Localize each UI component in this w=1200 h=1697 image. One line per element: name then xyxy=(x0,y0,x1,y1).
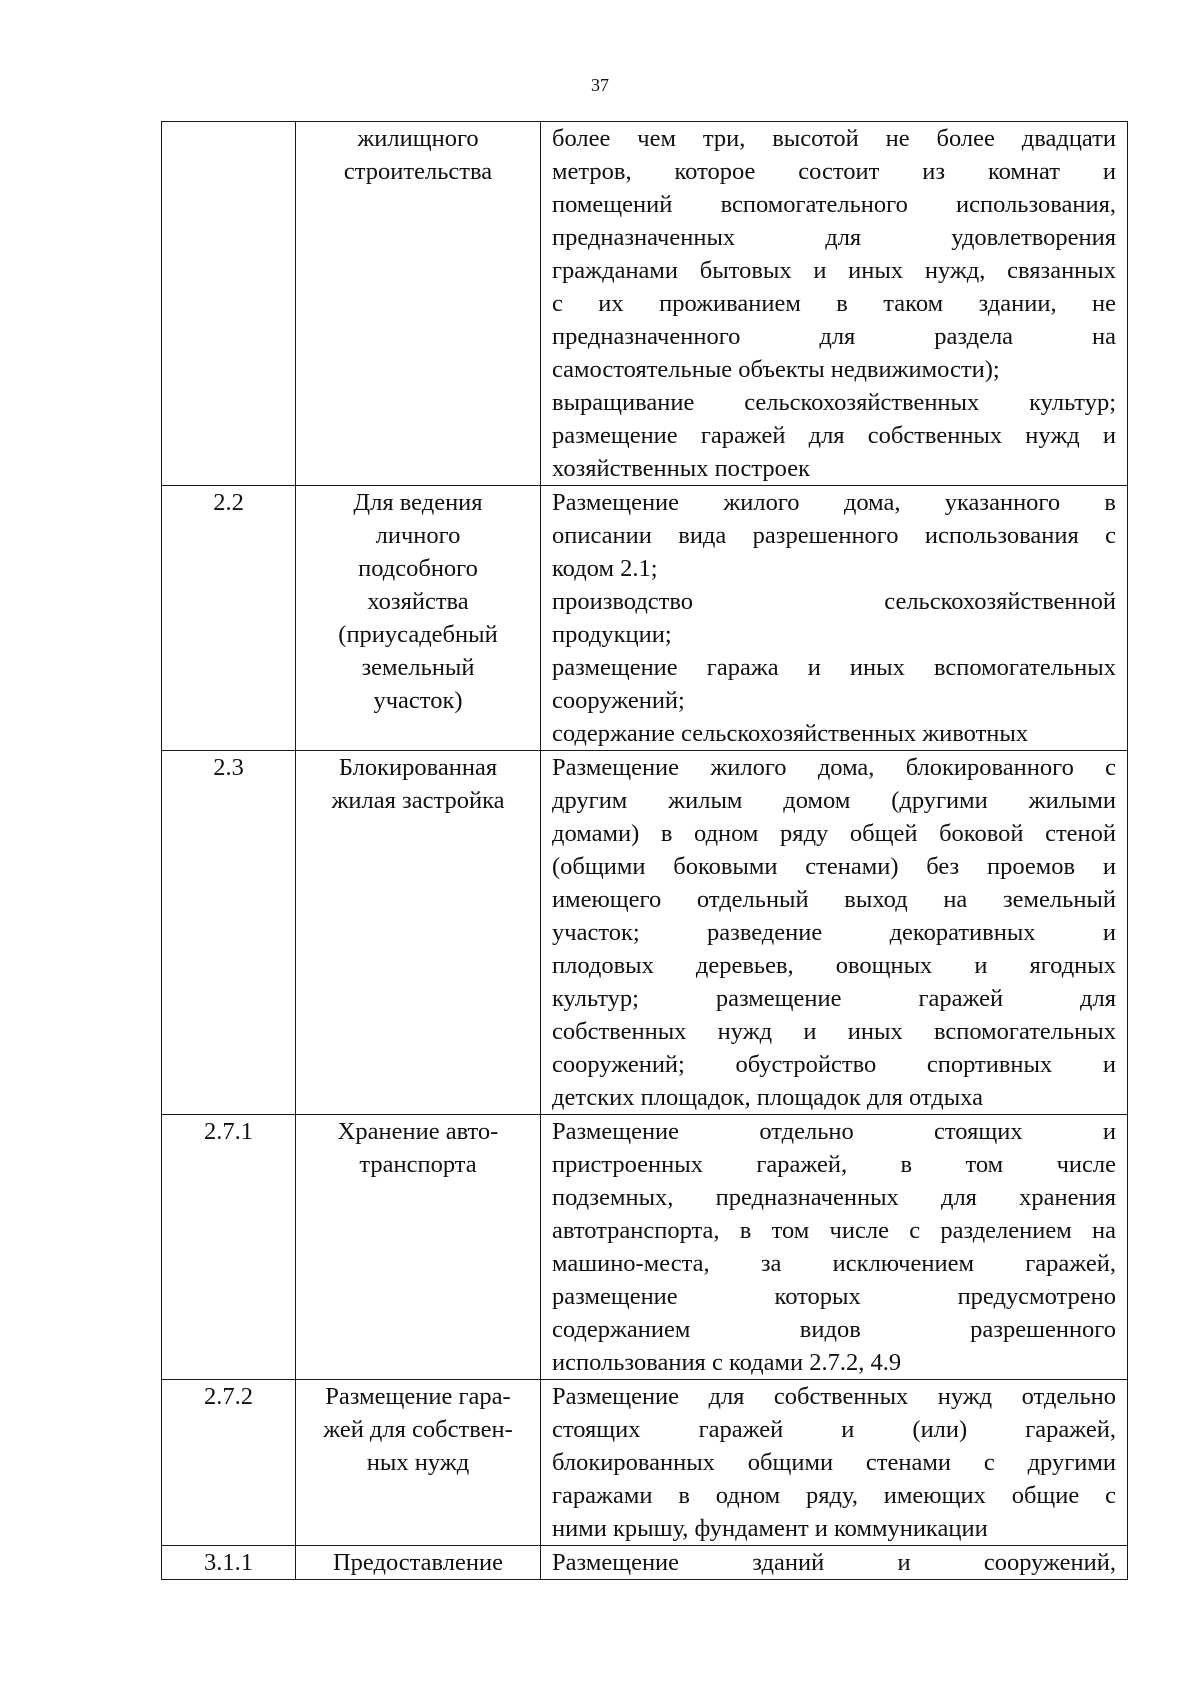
description-line: продукции; xyxy=(552,621,672,648)
description-line: использования с кодами 2.7.2, 4.9 xyxy=(552,1349,902,1376)
description-cell xyxy=(541,1115,1128,1380)
use-name-cell xyxy=(296,1115,541,1380)
use-name-line: Для ведения xyxy=(353,489,483,516)
use-name-line: Размещение гара- xyxy=(325,1383,511,1410)
description-line: пристроенных гаражей, в том числе xyxy=(552,1151,1116,1178)
description-line: подземных, предназначенных для хранения xyxy=(552,1184,1116,1211)
use-name-line: земельный xyxy=(361,654,475,681)
description-line: ними крышу, фундамент и коммуникации xyxy=(552,1515,988,1542)
table-row xyxy=(162,1380,1128,1546)
description-cell xyxy=(541,751,1128,1115)
description-line: культур; размещение гаражей для xyxy=(552,985,1116,1012)
code-cell xyxy=(162,751,296,1115)
description-line: предназначенных для удовлетворения xyxy=(552,224,1116,251)
code-text: 2.2 xyxy=(213,489,244,516)
use-name-cell xyxy=(296,122,541,486)
description-line: сооружений; обустройство спортивных и xyxy=(552,1051,1116,1078)
description-cell xyxy=(541,1546,1128,1580)
code-cell xyxy=(162,1546,296,1580)
description-line: собственных нужд и иных вспомогательных xyxy=(552,1018,1116,1045)
description-line: Размещение жилого дома, указанного в xyxy=(552,489,1116,516)
description-line: (общими боковыми стенами) без проемов и xyxy=(552,853,1116,880)
description-line: выращивание сельскохозяйственных культур; xyxy=(552,389,1116,416)
description-line: содержание сельскохозяйственных животных xyxy=(552,720,1029,747)
table-row xyxy=(162,751,1128,1115)
description-line: Размещение отдельно стоящих и xyxy=(552,1118,1116,1145)
land-use-table xyxy=(161,121,1128,1580)
use-name-line: Блокированная xyxy=(338,754,498,781)
description-line: более чем три, высотой не более двадцати xyxy=(552,125,1116,152)
description-cell xyxy=(541,1380,1128,1546)
code-text: 2.3 xyxy=(213,754,244,781)
code-text: 2.7.1 xyxy=(204,1118,253,1145)
table-row xyxy=(162,122,1128,486)
use-name-cell xyxy=(296,1380,541,1546)
description-line: Размещение жилого дома, блокированного с xyxy=(552,754,1116,781)
description-line: предназначенного для раздела на xyxy=(552,323,1116,350)
description-line: размещение гаража и иных вспомогательных xyxy=(552,654,1116,681)
description-line: имеющего отдельный выход на земельный xyxy=(552,886,1116,913)
use-name-line: Предоставление xyxy=(332,1549,504,1576)
description-line: метров, которое состоит из комнат и xyxy=(552,158,1116,185)
description-cell xyxy=(541,486,1128,751)
use-name-line: ных нужд xyxy=(366,1449,470,1476)
use-name-cell xyxy=(296,486,541,751)
use-name-line: строительства xyxy=(343,158,493,185)
description-line: гаражами в одном ряду, имеющих общие с xyxy=(552,1482,1116,1509)
description-line: помещений вспомогательного использования, xyxy=(552,191,1116,218)
code-cell xyxy=(162,122,296,486)
description-line: описании вида разрешенного использования с xyxy=(552,522,1116,549)
use-name-line: хозяйства xyxy=(367,588,469,615)
description-line: автотранспорта, в том числе с разделением на xyxy=(552,1217,1116,1244)
description-cell xyxy=(541,122,1128,486)
description-line: Размещение для собственных нужд отдельно xyxy=(552,1383,1116,1410)
description-line: Размещение зданий и сооружений, xyxy=(552,1549,1116,1576)
description-line: другим жилым домом (другими жилыми xyxy=(552,787,1116,814)
description-line: содержанием видов разрешенного xyxy=(552,1316,1116,1343)
description-line: блокированных общими стенами с другими xyxy=(552,1449,1116,1476)
use-name-line: жей для собствен- xyxy=(323,1416,513,1443)
description-line: гражданами бытовых и иных нужд, связанных xyxy=(552,257,1116,284)
description-line: домами) в одном ряду общей боковой стеной xyxy=(552,820,1116,847)
description-line: стоящих гаражей и (или) гаражей, xyxy=(552,1416,1116,1443)
use-name-line: жилая застройка xyxy=(331,787,505,814)
description-line: с их проживанием в таком здании, не xyxy=(552,290,1116,317)
table-body xyxy=(162,122,1128,1580)
code-cell xyxy=(162,1115,296,1380)
code-text: 2.7.2 xyxy=(204,1383,253,1410)
use-name-cell xyxy=(296,751,541,1115)
description-line: кодом 2.1; xyxy=(552,555,658,582)
description-line: участок; разведение декоративных и xyxy=(552,919,1116,946)
table-row xyxy=(162,1546,1128,1580)
use-name-cell xyxy=(296,1546,541,1580)
description-line: сооружений; xyxy=(552,687,685,714)
use-name-line: транспорта xyxy=(359,1151,477,1178)
description-line: хозяйственных построек xyxy=(552,455,810,482)
description-line: размещение гаражей для собственных нужд и xyxy=(552,422,1116,449)
description-line: производство сельскохозяйственной xyxy=(552,588,1116,615)
use-name-line: личного xyxy=(375,522,461,549)
description-line: машино-места, за исключением гаражей, xyxy=(552,1250,1116,1277)
description-line: самостоятельные объекты недвижимости); xyxy=(552,356,1000,383)
use-name-line: подсобного xyxy=(358,555,478,582)
description-line: детских площадок, площадок для отдыха xyxy=(552,1084,983,1111)
use-name-line: жилищного xyxy=(357,125,479,152)
use-name-line: Хранение авто- xyxy=(337,1118,499,1145)
use-name-line: (приусадебный xyxy=(338,621,498,648)
page-number: 37 xyxy=(591,75,609,95)
code-text: 3.1.1 xyxy=(204,1549,253,1576)
table-row xyxy=(162,486,1128,751)
code-text xyxy=(173,122,284,155)
code-cell xyxy=(162,1380,296,1546)
description-line: размещение которых предусмотрено xyxy=(552,1283,1116,1310)
code-cell xyxy=(162,486,296,751)
table-row xyxy=(162,1115,1128,1380)
description-line: плодовых деревьев, овощных и ягодных xyxy=(552,952,1116,979)
use-name-line: участок) xyxy=(373,687,463,714)
